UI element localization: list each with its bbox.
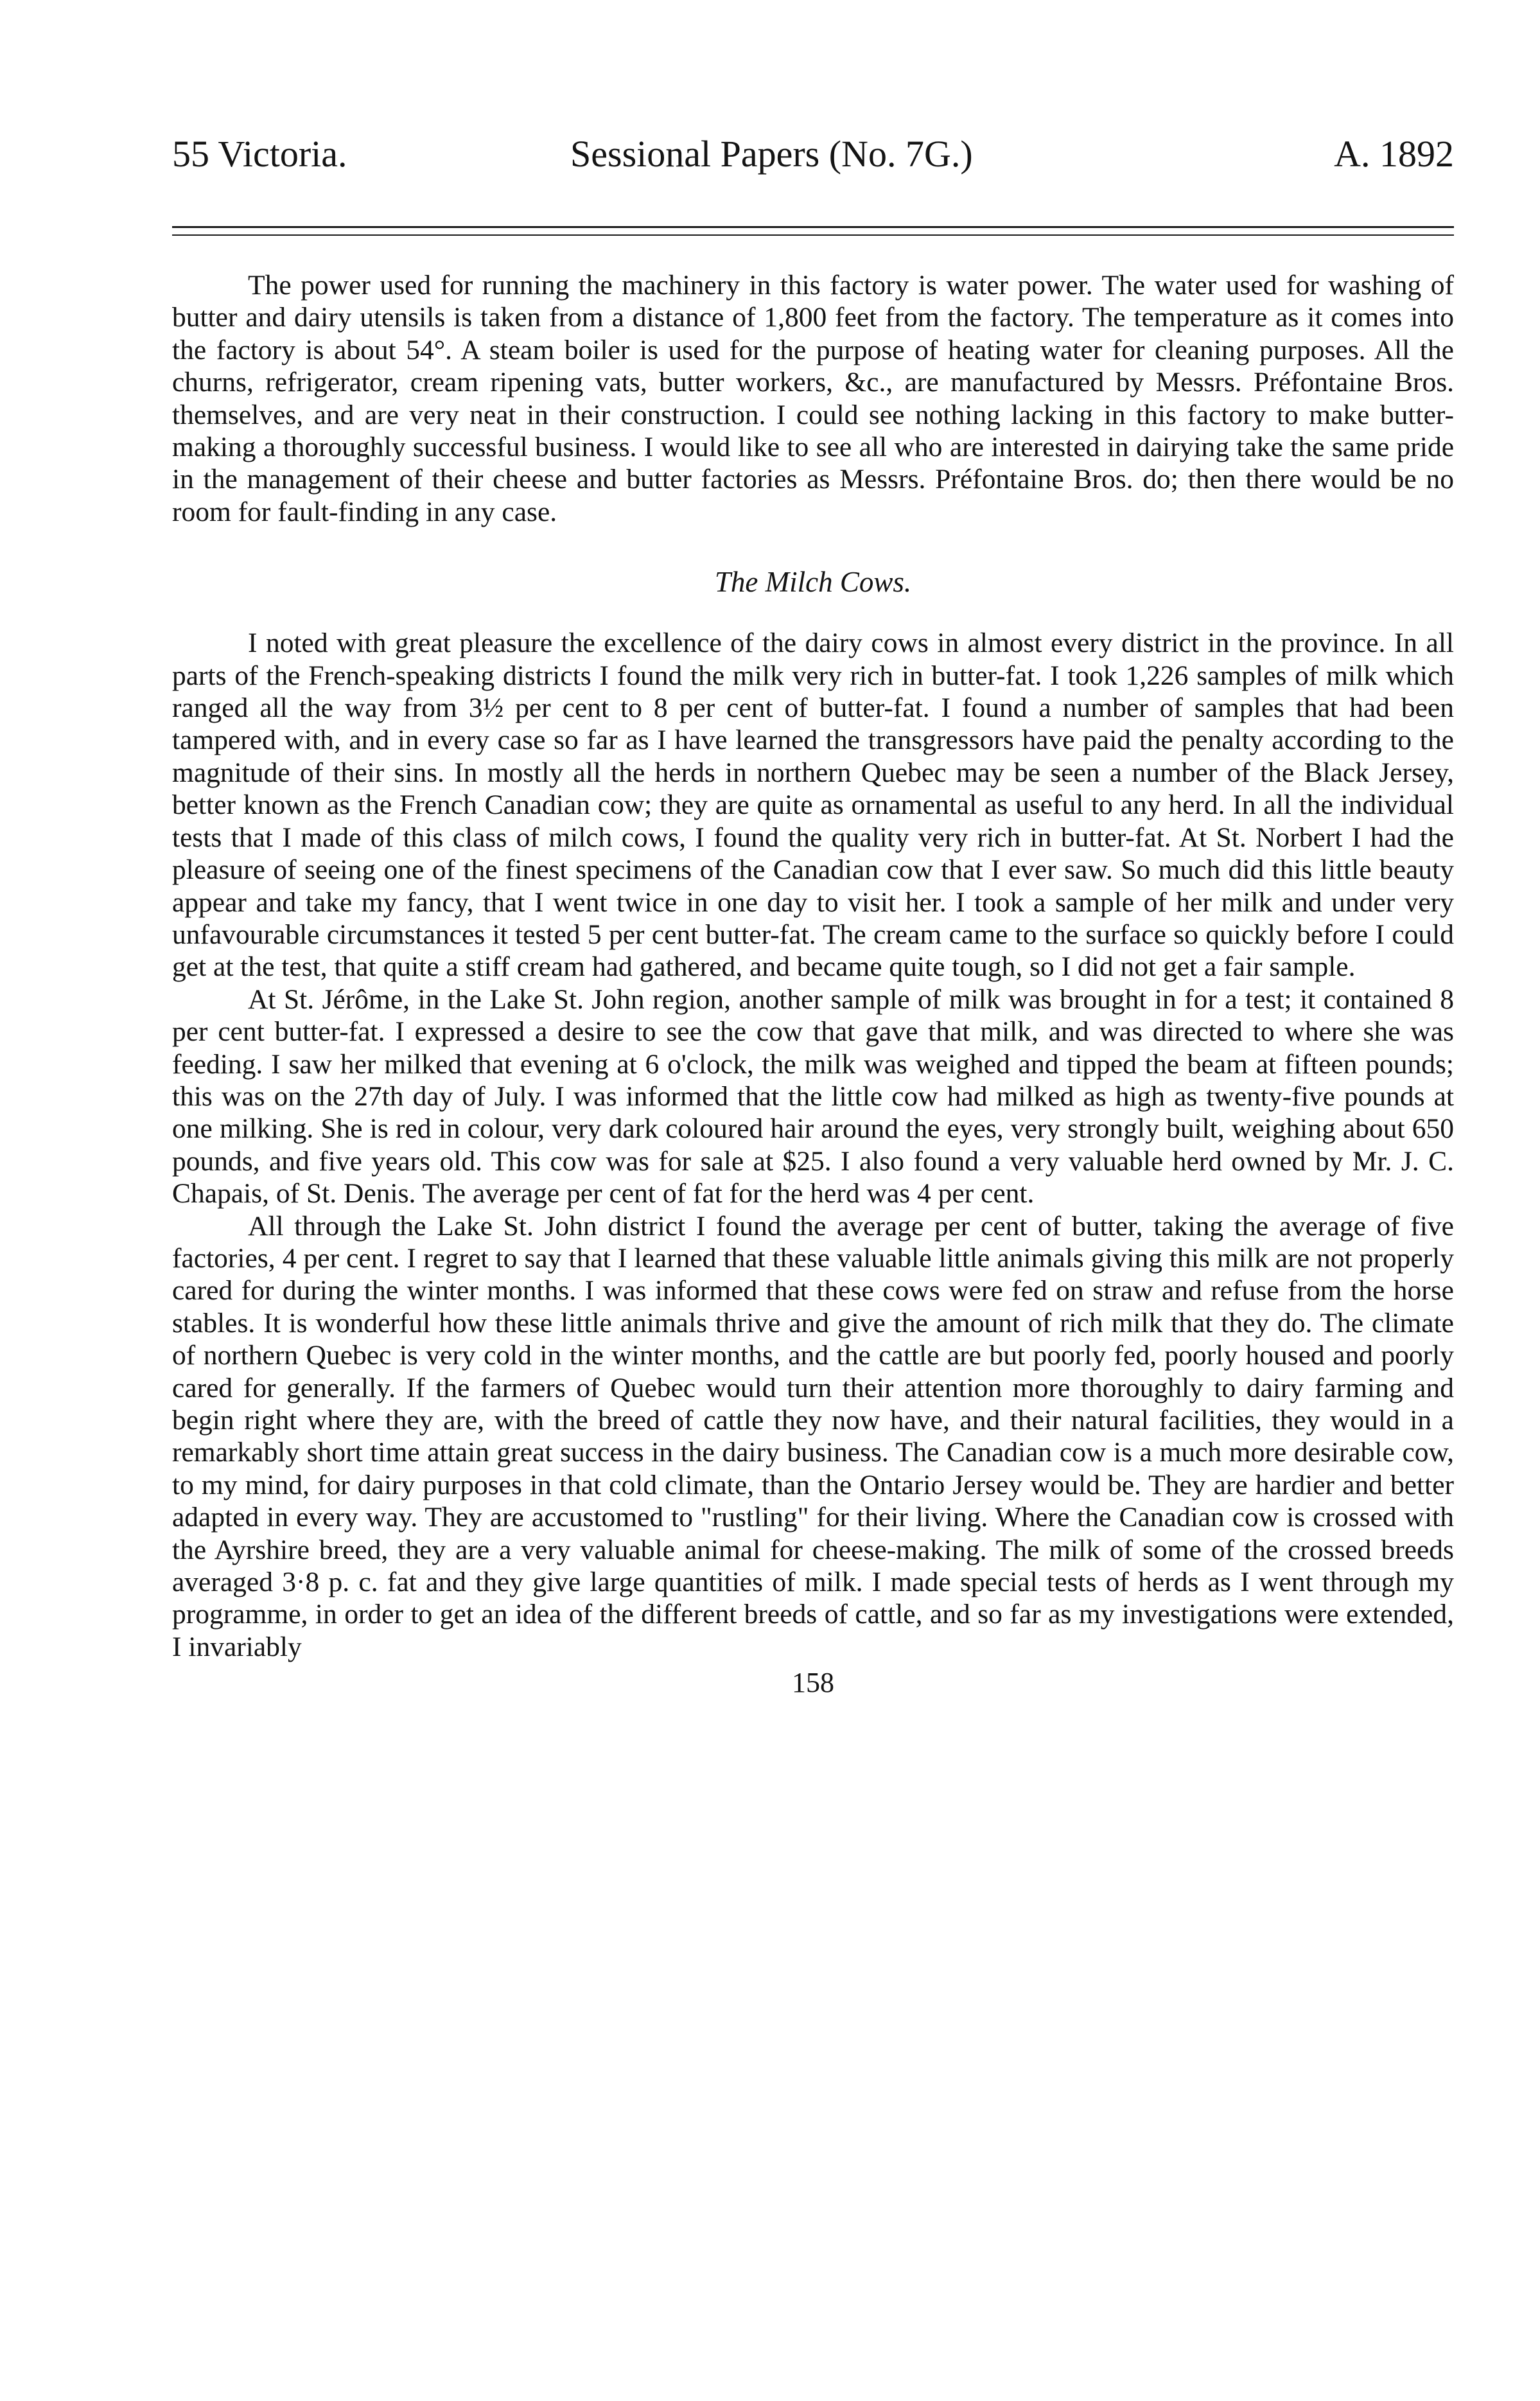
running-header <box>172 128 1454 180</box>
header-rule-second <box>172 234 1454 236</box>
paragraph: At St. Jérôme, in the Lake St. John region, another sample of milk was brought in for a test; it contained 8 per cent butter-fat. I expressed a desire to see the cow that gave that milk, and was directed to where she was feeding. I saw her milked that evening at 6 o'clock, the milk was weighed and tipped the beam at fifteen pounds; this was on the 27th day of July. I was informed that the little cow had milked as high as twenty-five pounds at one milking. She is red in colour, very dark coloured hair around the eyes, very strongly built, weighing about 650 pounds, and five years old. This cow was for sale at $25. I also found a very valuable herd owned by Mr. J. C. Chapais, of St. Denis. The average per cent of fat for the herd was 4 per cent. <box>172 983 1454 1209</box>
paragraph: The power used for running the machinery in this factory is water power. The water used for washing of butter and dairy utensils is taken from a distance of 1,800 feet from the factory. The temperature as it comes into the factory is about 54°. A steam boiler is used for the purpose of heating water for cleaning purposes. All the churns, refrigerator, cream ripening vats, butter workers, &c., are manufactured by Messrs. Préfontaine Bros. themselves, and are very neat in their construction. I could see nothing lacking in this factory to make butter-making a thoroughly successful business. I would like to see all who are interested in dairying take the same pride in the management of their cheese and butter factories as Messrs. Préfontaine Bros. do; then there would be no room for fault-finding in any case. <box>172 270 1454 527</box>
paragraph: I noted with great pleasure the excellence of the dairy cows in almost every district in the province. In all parts of the French-speaking districts I found the milk very rich in butter-fat. I took 1,226 samples of milk which ranged all the way from 3½ per cent to 8 per cent of butter-fat. I found a number of samples that had been tampered with, and in every case so far as I have learned the transgressors have paid the penalty according to the magnitude of their sins. In mostly all the herds in northern Quebec may be seen a number of the Black Jersey, better known as the French Canadian cow; they are quite as ornamental as useful to any herd. In all the individual tests that I made of this class of milch cows, I found the quality very rich in butter-fat. At St. Norbert I had the pleasure of seeing one of the finest specimens of the Canadian cow that I ever saw. So much did this little beauty appear and take my fancy, that I went twice in one day to visit her. I took a sample of her milk and under very unfavourable circumstances it tested 5 per cent butter-fat. The cream came to the surface so quickly before I could get at the test, that quite a stiff cream had gathered, and became quite tough, so I did not get a fair sample. <box>172 628 1454 983</box>
body-text <box>172 269 1454 1663</box>
section-heading: The Milch Cows. <box>714 566 912 599</box>
header-rule <box>172 226 1454 228</box>
header-session: 55 Victoria. <box>172 133 347 175</box>
page-number: 158 <box>792 1667 834 1699</box>
paragraph: All through the Lake St. John district I found the average per cent of butter, taking the average of five factories, 4 per cent. I regret to say that I learned that these valuable little animals giving this milk are not properly cared for during the winter months. I was informed that these cows were fed on straw and refuse from the horse stables. It is wonderful how these little animals thrive and give the amount of rich milk that they do. The climate of northern Quebec is very cold in the winter months, and the cattle are but poorly fed, poorly housed and poorly cared for generally. If the farmers of Quebec would turn their attention more thoroughly to dairy farming and begin right where they are, with the breed of cattle they now have, and their natural facilities, they would in a remarkably short time attain great success in the dairy business. The Canadian cow is a much more desirable cow, to my mind, for dairy purposes in that cold climate, than the Ontario Jersey would be. They are hardier and better adapted in every way. They are accustomed to "rustling" for their living. Where the Canadian cow is crossed with the Ayrshire breed, they are a very valuable animal for cheese-making. The milk of some of the crossed breeds averaged 3·8 p. c. fat and they give large quantities of milk. I made special tests of herds as I went through my programme, in order to get an idea of the different breeds of cattle, and so far as my investigations were extended, I invariably <box>172 1210 1454 1662</box>
header-year: A. 1892 <box>1334 133 1454 175</box>
header-sessional-papers: Sessional Papers (No. 7G.) <box>570 133 973 175</box>
document-page <box>172 128 1454 1699</box>
